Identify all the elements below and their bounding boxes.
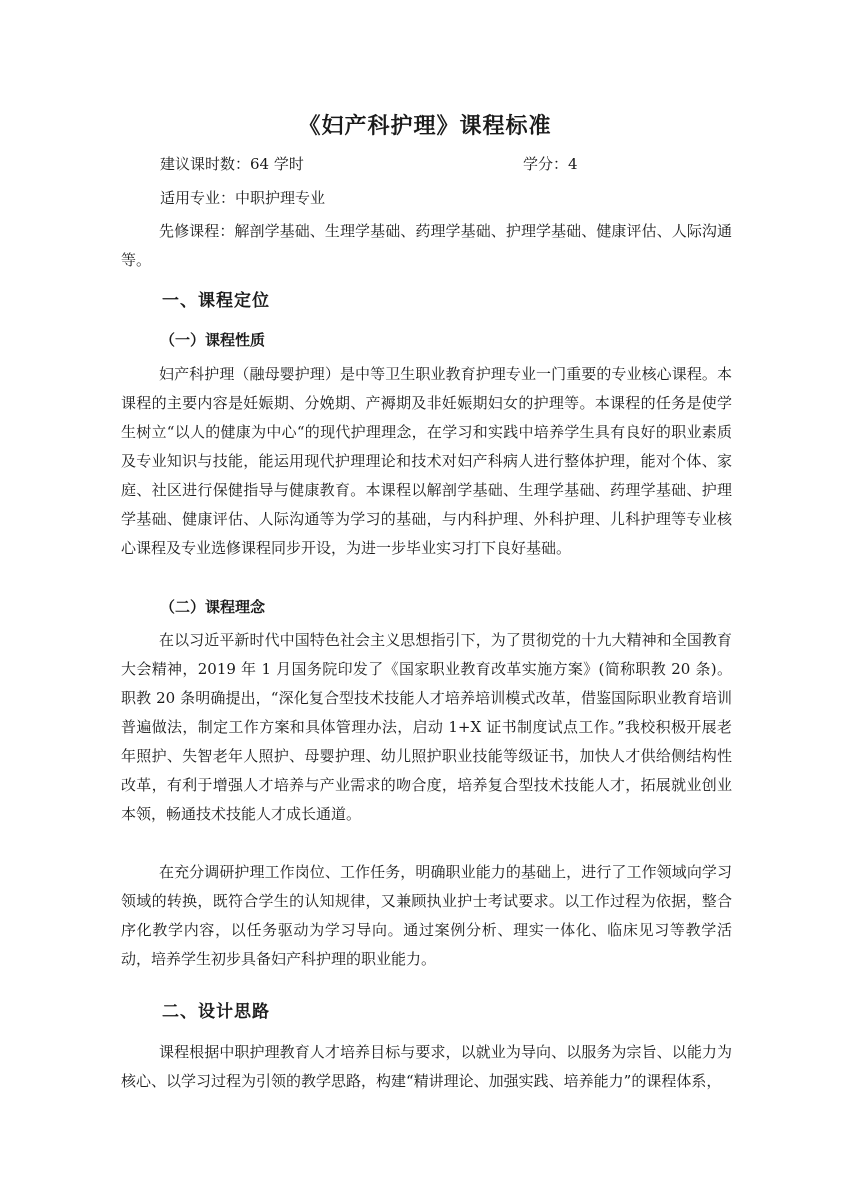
- applicable-major: 适用专业：中职护理专业: [160, 189, 326, 207]
- credits: 学分：4: [523, 155, 578, 173]
- section-heading-course-positioning: 一、课程定位: [162, 291, 270, 311]
- paragraph-course-nature: 妇产科护理（融母婴护理）是中等卫生职业教育护理专业一门重要的专业核心课程。本课程的主要内容是妊娠期、分娩期、产褥期及非妊娠期妇女的护理等。本课程的任务是使学生树立“以人的健康为中心“的现代护理理念，在学习和实践中培养学生具有良好的职业素质及专业知识与技能，能运用现代护理理论和技术对妇产科病人进行整体护理，能对个体、家庭、社区进行保健指导与健康教育。本课程以解剖学基础、生理学基础、药理学基础、护理学基础、健康评估、人际沟通等为学习的基础，与内科护理、外科护理、儿科护理等专业核心课程及专业选修课程同步开设，为进一步毕业实习打下良好基础。: [121, 365, 732, 557]
- section-heading-design-approach: 二、设计思路: [162, 1002, 270, 1022]
- suggested-hours: 建议课时数：64 学时: [160, 155, 304, 173]
- subsection-heading-course-philosophy: （二）课程理念: [160, 598, 266, 616]
- prerequisites: 先修课程：解剖学基础、生理学基础、药理学基础、护理学基础、健康评估、人际沟通等。: [121, 222, 732, 269]
- paragraph-design-approach: 课程根据中职护理教育人才培养目标与要求，以就业为导向、以服务为宗旨、以能力为核心、以学习过程为引领的教学思路，构建“精讲理论、加强实践、培养能力”的课程体系，: [121, 1043, 732, 1090]
- paragraph-course-philosophy-1: 在以习近平新时代中国特色社会主义思想指引下，为了贯彻党的十九大精神和全国教育大会精神，2019 年 1 月国务院印发了《国家职业教育改革实施方案》(简称职教 20 条)。职教 20 条明确提出，“深化复合型技术技能人才培养培训模式改革，借鉴国际职业教育培训普遍做法，制定工作方案和具体管理办法，启动 1+X 证书制度试点工作。”我校积极开展老年照护、失智老年人照护、母婴护理、幼儿照护职业技能等级证书，加快人才供给侧结构性改革，有利于增强人才培养与产业需求的吻合度，培养复合型技术技能人才，拓展就业创业本领，畅通技术技能人才成长通道。: [121, 631, 732, 823]
- page-title: 《妇产科护理》课程标准: [298, 113, 552, 139]
- paragraph-course-philosophy-2: 在充分调研护理工作岗位、工作任务，明确职业能力的基础上，进行了工作领域向学习领域的转换，既符合学生的认知规律，又兼顾执业护士考试要求。以工作过程为依据，整合序化教学内容，以任务驱动为学习导向。通过案例分析、理实一体化、临床见习等教学活动，培养学生初步具备妇产科护理的职业能力。: [121, 863, 732, 968]
- subsection-heading-course-nature: （一）课程性质: [160, 331, 266, 349]
